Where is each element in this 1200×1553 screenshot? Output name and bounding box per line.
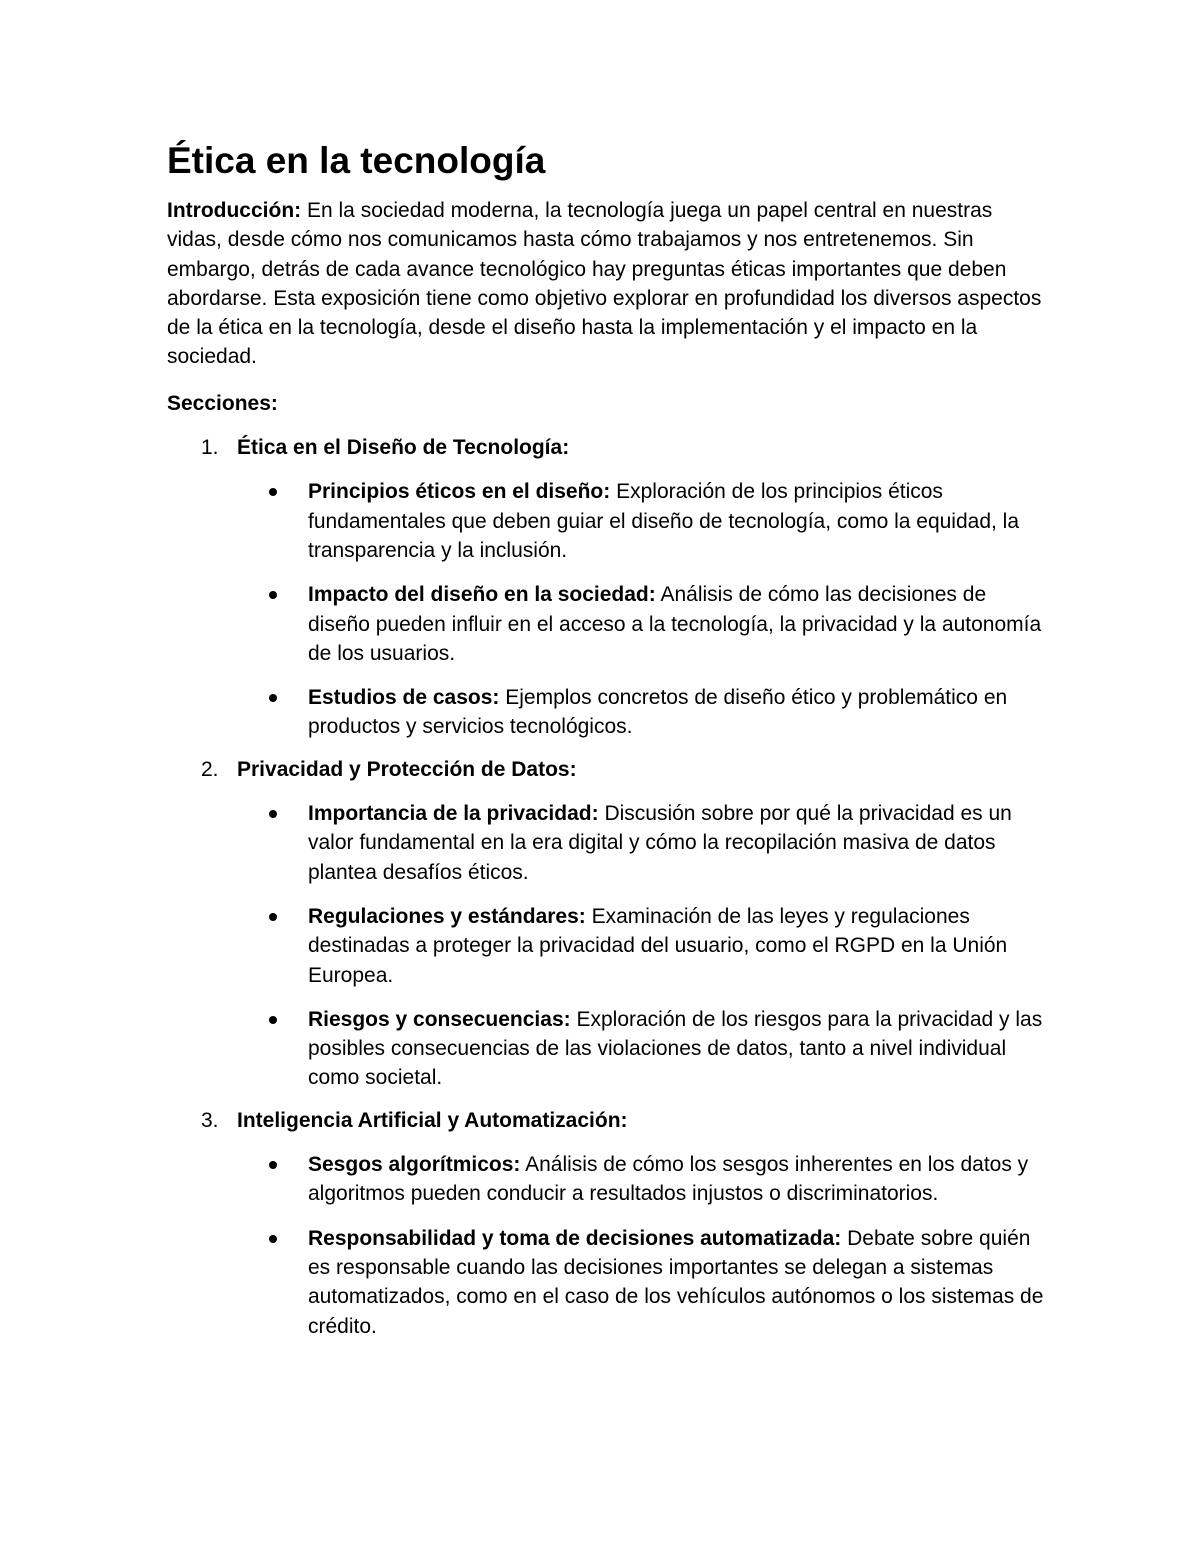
bullet-list — [167, 477, 1047, 741]
document-page — [167, 138, 1047, 1354]
section-title: Inteligencia Artificial y Automatización: — [237, 1108, 628, 1132]
section-heading — [167, 755, 1047, 784]
document-title: Ética en la tecnología — [167, 140, 546, 181]
bullet-list — [167, 799, 1047, 1093]
section-number: 2. — [201, 757, 219, 781]
bullet-text: Exploración de los principios éticos fundamentales que deben guiar el diseño de tecnología, como la equidad, la transparencia y la inclusión. — [308, 480, 1020, 562]
section-item — [167, 1106, 1047, 1341]
section-heading — [167, 433, 1047, 462]
bullet-item — [167, 683, 1047, 742]
bullet-item — [167, 477, 1047, 565]
bullet-text: Ejemplos concretos de diseño ético y problemático en productos y servicios tecnológicos. — [308, 686, 1008, 739]
intro-label: Introducción: — [167, 199, 302, 222]
section-number: 3. — [201, 1108, 219, 1132]
bullet-icon — [269, 913, 277, 921]
bullet-item — [167, 1150, 1047, 1209]
bullet-text: Exploración de los riesgos para la privacidad y las posibles consecuencias de las violaciones de datos, tanto a nivel individual como societal. — [308, 1007, 1043, 1090]
bullet-icon — [269, 1161, 277, 1169]
section-title: Ética en el Diseño de Tecnología: — [237, 436, 570, 460]
bullet-label: Riesgos y consecuencias: — [308, 1007, 571, 1031]
bullet-text: Análisis de cómo las decisiones de diseño pueden influir en el acceso a la tecnología, la privacidad y la autonomía de los usuarios. — [308, 583, 1042, 665]
bullet-text: Análisis de cómo los sesgos inherentes en los datos y algoritmos pueden conducir a resultados injustos o discriminatorios. — [308, 1153, 1029, 1206]
bullet-text: Examinación de las leyes y regulaciones destinadas a proteger la privacidad del usuario, como el RGPD en la Unión Europea. — [308, 904, 1008, 987]
bullet-item — [167, 1005, 1047, 1093]
bullet-icon — [269, 488, 277, 496]
bullet-label: Importancia de la privacidad: — [308, 802, 599, 826]
section-number: 1. — [201, 436, 219, 460]
bullet-label: Estudios de casos: — [308, 686, 500, 710]
bullet-icon — [269, 591, 277, 599]
section-item — [167, 433, 1047, 742]
bullet-list — [167, 1150, 1047, 1341]
bullet-icon — [269, 810, 277, 818]
bullet-text: Discusión sobre por qué la privacidad es un valor fundamental en la era digital y cómo la recopilación masiva de datos plantea desafíos éticos. — [308, 802, 1012, 884]
bullet-label: Regulaciones y estándares: — [308, 904, 586, 928]
bullet-item — [167, 580, 1047, 668]
section-list — [167, 433, 1047, 1341]
section-title: Privacidad y Protección de Datos: — [237, 757, 577, 781]
sections-heading: Secciones: — [167, 391, 278, 415]
bullet-label: Principios éticos en el diseño: — [308, 480, 611, 504]
bullet-label: Responsabilidad y toma de decisiones automatizada: — [308, 1226, 842, 1250]
bullet-icon — [269, 1016, 277, 1024]
bullet-label: Sesgos algorítmicos: — [308, 1153, 521, 1177]
bullet-item — [167, 1224, 1047, 1341]
bullet-icon — [269, 694, 277, 702]
section-heading — [167, 1106, 1047, 1135]
section-item — [167, 755, 1047, 1093]
intro-paragraph — [167, 196, 1047, 372]
intro-text: En la sociedad moderna, la tecnología juega un papel central en nuestras vidas, desde cómo nos comunicamos hasta cómo trabajamos y nos entretenemos. Sin embargo, detrás de cada avance tecnológico hay preguntas éticas importantes que deben abordarse. Esta exposición tiene como objetivo explorar en profundidad los diversos aspectos de la ética en la tecnología, desde el diseño hasta la implementación y el impacto en la sociedad. — [167, 199, 1042, 369]
bullet-icon — [269, 1235, 277, 1243]
bullet-item — [167, 799, 1047, 887]
bullet-text: Debate sobre quién es responsable cuando las decisiones importantes se delegan a sistemas automatizados, como en el caso de los vehículos autónomos o los sistemas de crédito. — [308, 1226, 1044, 1338]
bullet-label: Impacto del diseño en la sociedad: — [308, 583, 656, 607]
bullet-item — [167, 902, 1047, 990]
